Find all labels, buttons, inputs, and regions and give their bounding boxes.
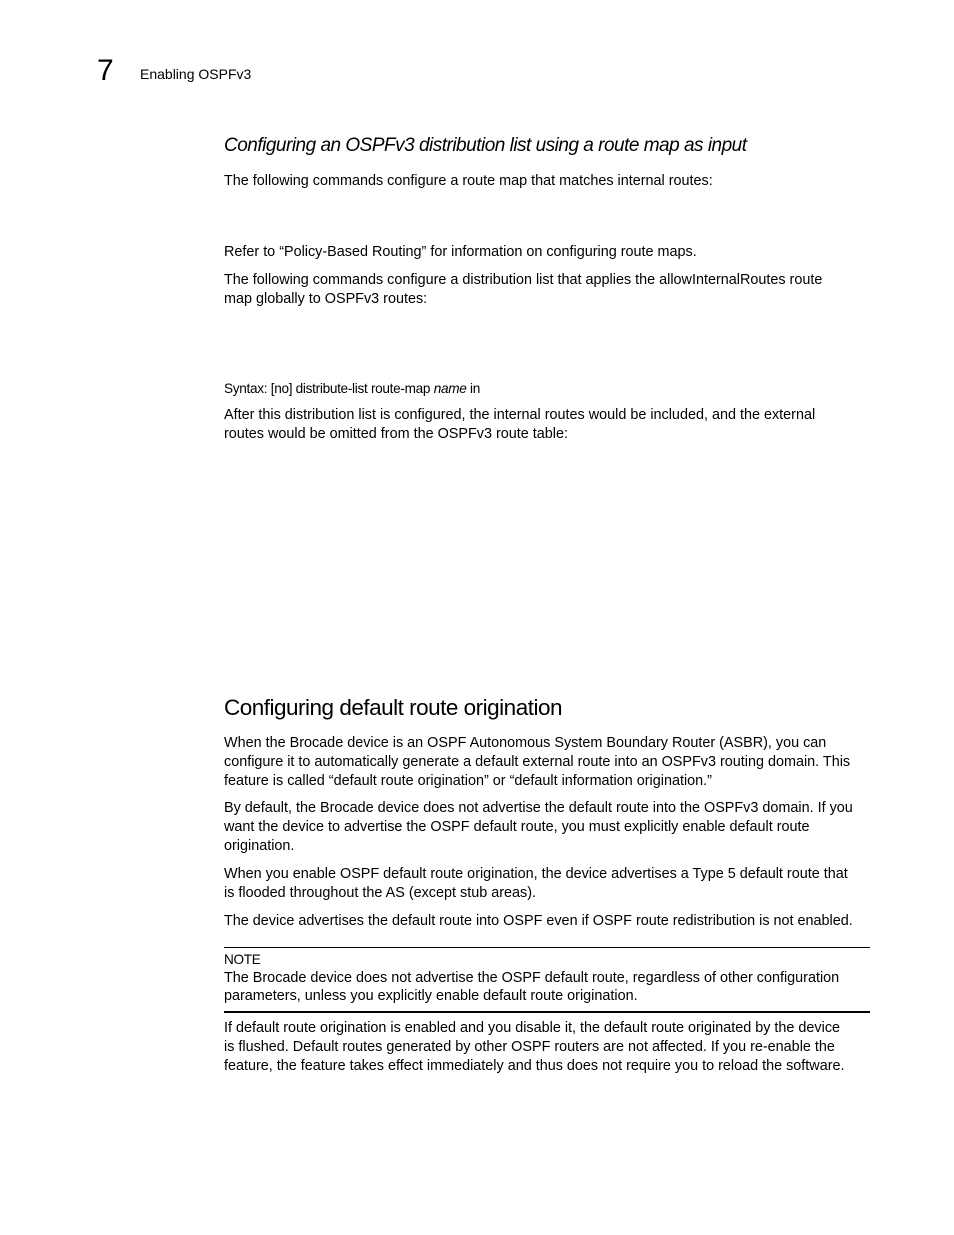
note-label: NOTE [224,952,261,967]
text-line: The Brocade device does not advertise the OSPF default route, regardless of other configuration [224,970,840,986]
text-line: The following commands configure a distribution list that applies the allowInternalRoutes route [224,272,823,288]
text-line: want the device to advertise the OSPF default route, you must explicitly enable default route [224,819,810,835]
text-line: is flooded throughout the AS (except stub areas). [224,885,536,901]
text-line: If default route origination is enabled and you disable it, the default route originated by the device [224,1020,841,1036]
text-line: The device advertises the default route into OSPF even if OSPF route redistribution is not enabled. [224,913,853,929]
paragraph [224,799,870,856]
text-line: routes would be omitted from the OSPFv3 route table: [224,426,568,442]
paragraph [224,1019,870,1076]
paragraph [224,406,870,444]
text-line: When the Brocade device is an OSPF Autonomous System Boundary Router (ASBR), you can [224,735,827,751]
text-line: map globally to OSPFv3 routes: [224,291,428,307]
text-line: Refer to “Policy-Based Routing” for information on configuring route maps. [224,244,697,260]
chapter-number: 7 [97,54,114,87]
text-line: configure it to automatically generate a default external route into an OSPFv3 routing domain. This [224,754,851,770]
text-line: The following commands configure a route map that matches internal routes: [224,173,713,189]
text-line: By default, the Brocade device does not advertise the default route into the OSPFv3 domain. If you [224,800,853,816]
text-line: When you enable OSPF default route origination, the device advertises a Type 5 default route that [224,866,848,882]
paragraph [224,243,870,262]
paragraph [224,734,870,791]
paragraph [224,912,870,931]
note-box [224,947,870,1013]
text-line: parameters, unless you explicitly enable default route origination. [224,988,638,1004]
text-line: After this distribution list is configured, the internal routes would be included, and the external [224,407,816,423]
paragraph [224,172,870,191]
text-line: feature, the feature takes effect immediately and thus does not require you to reload the software. [224,1058,845,1074]
running-header: Enabling OSPFv3 [140,66,252,82]
syntax-line [224,379,480,398]
text-line: origination. [224,838,295,854]
paragraph [224,865,870,903]
note-text [224,969,870,1005]
section-heading-distribution-list: Configuring an OSPFv3 distribution list using a route map as input [224,135,747,156]
syntax-keyword: in [469,381,480,396]
text-line: feature is called “default route origination” or “default information origination.” [224,773,712,789]
text-line: is flushed. Default routes generated by other OSPF routers are not affected. If you re-enable the [224,1039,835,1055]
syntax-argument: name [433,381,467,396]
syntax-command: Syntax: [no] distribute-list route-map [224,381,431,396]
section-heading-default-route: Configuring default route origination [224,695,562,720]
paragraph [224,271,870,309]
